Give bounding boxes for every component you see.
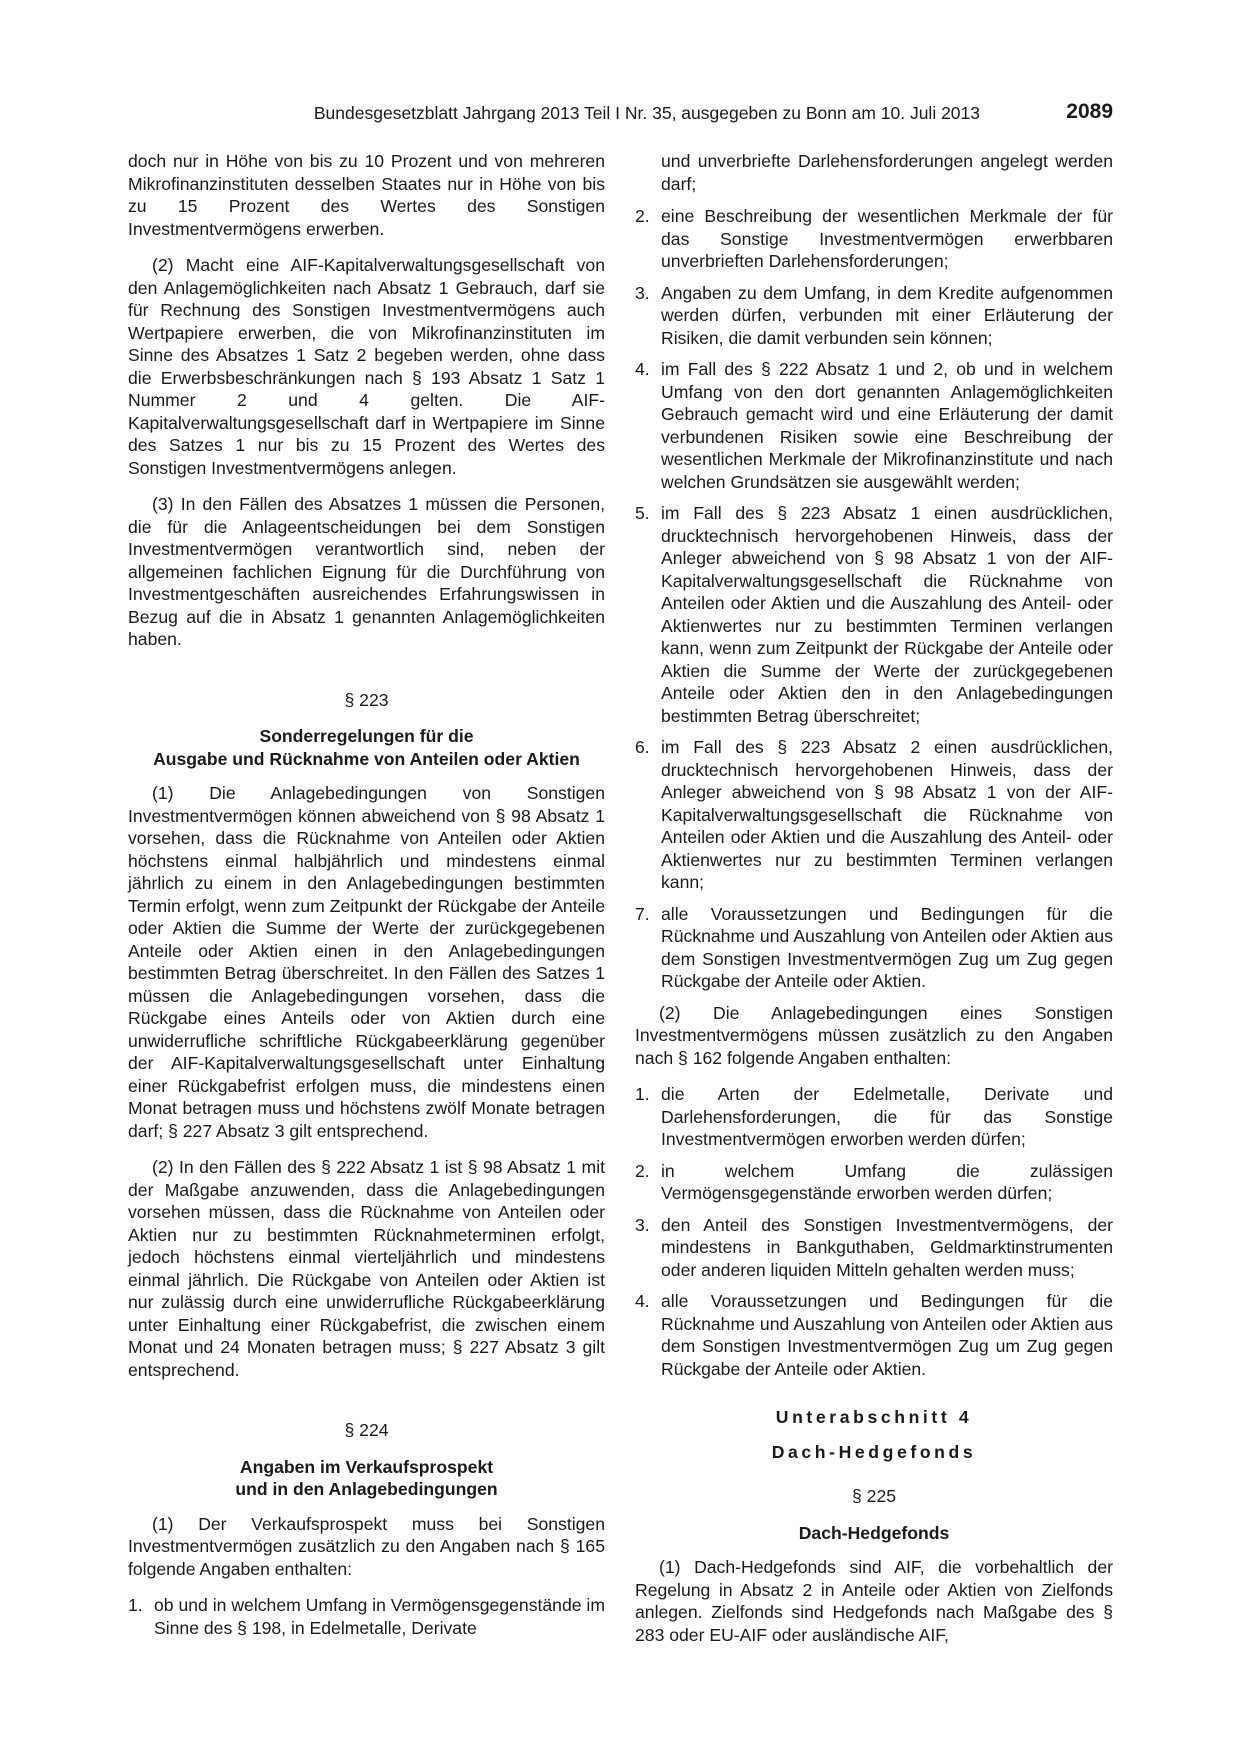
list-item-number: 1. [128, 1595, 143, 1615]
list-item-text: alle Voraussetzungen und Bedingungen für die Rücknahme und Auszahlung von Anteilen oder Aktien aus dem Sonstigen Investmentvermögen Zug um Zug gegen Rückgabe der Anteile oder Aktien. [661, 1291, 1113, 1379]
list-item-number: 3. [635, 1214, 650, 1235]
list-item [635, 903, 1113, 993]
list-item [635, 502, 1113, 727]
paragraph: (3) In den Fällen des Absatzes 1 müssen die Personen, die für die Anlageentscheidungen bei dem Sonstigen Investmentvermögen verantwortlich sind, neben der allgemeinen fachlichen Eignung für die Durchführung von Investmentgeschäften ausreichendes Erfahrungswissen in Bezug auf die in Absatz 1 genannten Anlagemöglichkeiten haben. [128, 494, 605, 649]
subsection-heading: Unterabschnitt 4 [775, 1407, 973, 1427]
list-item-text: den Anteil des Sonstigen Investmentvermögens, der mindestens in Bankguthaben, Geldmarktinstrumenten oder anderen liquiden Mitteln gehalten werden muss; [661, 1214, 1113, 1280]
list-item [128, 1594, 605, 1639]
list-item-text: eine Beschreibung der wesentlichen Merkmale der für das Sonstige Investmentvermögen erwerbbaren unverbrieften Darlehensforderungen; [661, 206, 1113, 271]
list-item-number: 7. [635, 903, 650, 924]
section-title-223 [128, 725, 605, 770]
paragraph: doch nur in Höhe von bis zu 10 Prozent und von mehreren Mikrofinanzinstituten desselben Staates nur in Höhe von bis zu 15 Prozent des Wertes des Sonstigen Investmentvermögens erwerben. [128, 151, 605, 239]
right-column [635, 150, 1113, 1660]
list-item [635, 1160, 1113, 1205]
list-item-text: im Fall des § 222 Absatz 1 und 2, ob und in welchem Umfang von den dort genannten Anlagemöglichkeiten Gebrauch gemacht wird und eine Erläuterung der damit verbundenen Risiken sowie eine Beschreibung der wesentlichen Merkmale der Mikrofinanzinstitute und nach welchen Grundsätzen sie ausgewählt werden; [661, 359, 1113, 492]
section-title-line: und in den Anlagebedingungen [235, 1479, 498, 1499]
page-number: 2089 [1066, 100, 1113, 123]
subsection-title: Dach-Hedgefonds [771, 1441, 977, 1462]
list-item-text: in welchem Umfang die zulässigen Vermögensgegenstände erworben werden dürfen; [661, 1160, 1113, 1203]
paragraph: (1) Der Verkaufsprospekt muss bei Sonstigen Investmentvermögen zusätzlich zu den Angaben nach § 165 folgende Angaben enthalten: [128, 1513, 605, 1579]
list-item [635, 1290, 1113, 1380]
left-column [128, 150, 605, 1648]
section-title-225: Dach-Hedgefonds [798, 1522, 950, 1543]
list-item-text: die Arten der Edelmetalle, Derivate und Darlehensforderungen, die für das Sonstige Investmentvermögen erworben werden dürfen; [661, 1084, 1113, 1149]
list-item-text: im Fall des § 223 Absatz 2 einen ausdrücklichen, drucktechnisch hervorgehobenen Hinweis, dass der Anleger abweichend von § 98 Absatz 1 von der AIF-Kapitalverwaltungsgesellschaft die Rücknahme von Anteilen oder Aktien und die Auszahlung des Anteil- oder Aktienwertes nur zu bestimmten Terminen verlangen kann; [661, 737, 1113, 892]
list-item-number: 1. [635, 1084, 650, 1104]
list-item [635, 1083, 1113, 1151]
list-item-number: 5. [635, 503, 650, 523]
section-title-line: Sonderregelungen für die [259, 726, 474, 746]
section-number-225: § 225 [851, 1486, 897, 1506]
list-item [635, 358, 1113, 493]
list-item-number: 2. [635, 1160, 650, 1181]
list-item [635, 282, 1113, 350]
list-item-text: Angaben zu dem Umfang, in dem Kredite aufgenommen werden dürfen, verbunden mit einer Erläuterung der Risiken, die damit verbunden sein können; [661, 282, 1113, 348]
list-item [635, 205, 1113, 273]
section-title-224 [128, 1456, 605, 1501]
list-item-number: 4. [635, 359, 650, 379]
page-header [128, 98, 1113, 128]
list-item-text: ob und in welchem Umfang in Vermögensgegenstände im Sinne des § 198, in Edelmetalle, Derivate [154, 1595, 605, 1638]
list-item-number: 4. [635, 1291, 650, 1311]
paragraph: (1) Dach-Hedgefonds sind AIF, die vorbehaltlich der Regelung in Absatz 2 in Anteile oder Aktien von Zielfonds anlegen. Zielfonds sind Hedgefonds nach Maßgabe des § 283 oder EU-AIF oder ausländische AIF, [635, 1557, 1113, 1645]
list-item-text: im Fall des § 223 Absatz 1 einen ausdrücklichen, drucktechnisch hervorgehobenen Hinweis, dass der Anleger abweichend von § 98 Absatz 1 von der AIF-Kapitalverwaltungsgesellschaft die Rücknahme von Anteilen oder Aktien und die Auszahlung des Anteil- oder Aktienwertes nur zu bestimmten Terminen verlangen kann, wenn zum Zeitpunkt der Rückgabe der Anteile oder Aktien die Summe der Werte der zurückgegebenen Anteile oder Aktien den in den Anlagebedingungen bestimmten Betrag überschreitet; [661, 503, 1113, 726]
list-item [635, 1214, 1113, 1282]
section-title-line: Angaben im Verkaufsprospekt [239, 1456, 494, 1477]
list-item-continuation: und unverbriefte Darlehensforderungen angelegt werden darf; [661, 151, 1113, 194]
section-title-line: Ausgabe und Rücknahme von Anteilen oder Aktien [153, 748, 580, 769]
list-item [635, 736, 1113, 894]
section-number-224: § 224 [344, 1420, 389, 1440]
paragraph: (2) Macht eine AIF-Kapitalverwaltungsgesellschaft von den Anlagemöglichkeiten nach Absatz 1 Gebrauch, darf sie für Rechnung des Sonstigen Investmentvermögens auch Wertpapiere erwerben, die von Mikrofinanzinstituten im Sinne des Absatzes 1 Satz 2 begeben werden, ohne dass die Erwerbsbeschränkungen nach § 193 Absatz 1 Satz 1 Nummer 2 und 4 gelten. Die AIF-Kapitalverwaltungsgesellschaft darf in Wertpapiere im Sinne des Satzes 1 nur bis zu 15 Prozent des Wertes des Sonstigen Investmentvermögens anlegen. [128, 255, 605, 478]
list-item-number: 6. [635, 737, 650, 757]
paragraph: (2) Die Anlagebedingungen eines Sonstigen Investmentvermögens müssen zusätzlich zu den Angaben nach § 162 folgende Angaben enthalten: [635, 1002, 1113, 1068]
section-number-223: § 223 [344, 689, 389, 710]
paragraph: (1) Die Anlagebedingungen von Sonstigen Investmentvermögen können abweichend von § 98 Absatz 1 vorsehen, dass die Rücknahme von Anteilen oder Aktien höchstens einmal halbjährlich und mindestens einmal jährlich zu einem in den Anlagebedingungen bestimmten Termin erfolgt, wenn zum Zeitpunkt der Rückgabe der Anteile oder Aktien die Summe der Werte der zurückgegebenen Anteile oder Aktien einen in den Anlagebedingungen bestimmten Betrag überschreitet. In den Fällen des Satzes 1 müssen die Anlagebedingungen vorsehen, dass die Rückgabe eines Anteils oder von Aktien durch eine unwiderrufliche schriftliche Rückgabeerklärung gegenüber der AIF-Kapitalverwaltungsgesellschaft unter Einhaltung einer Rückgabefrist erfolgen muss, die mindestens einen Monat betragen muss und höchstens zwölf Monate betragen darf; § 227 Absatz 3 gilt entsprechend. [128, 783, 605, 1141]
paragraph: (2) In den Fällen des § 222 Absatz 1 ist § 98 Absatz 1 mit der Maßgabe anzuwenden, dass die Anlagebedingungen vorsehen müssen, dass die Rücknahme von Anteilen oder Aktien nur zu bestimmten Rücknahmeterminen erfolgt, jedoch höchstens einmal vierteljährlich und mindestens einmal jährlich. Die Rückgabe von Anteilen oder Aktien ist nur zulässig durch eine unwiderrufliche Rückgabeerklärung unter Einhaltung einer Rückgabefrist, die zwischen einem Monat und 24 Monaten betragen muss; § 227 Absatz 3 gilt entsprechend. [128, 1157, 605, 1380]
list-item-number: 3. [635, 282, 650, 303]
header-text: Bundesgesetzblatt Jahrgang 2013 Teil I Nr. 35, ausgegeben zu Bonn am 10. Juli 2013 [313, 103, 980, 123]
list-item-text: alle Voraussetzungen und Bedingungen für die Rücknahme und Auszahlung von Anteilen oder Aktien aus dem Sonstigen Investmentvermögen Zug um Zug gegen Rückgabe der Anteile oder Aktien. [661, 903, 1113, 991]
list-item-number: 2. [635, 206, 650, 226]
